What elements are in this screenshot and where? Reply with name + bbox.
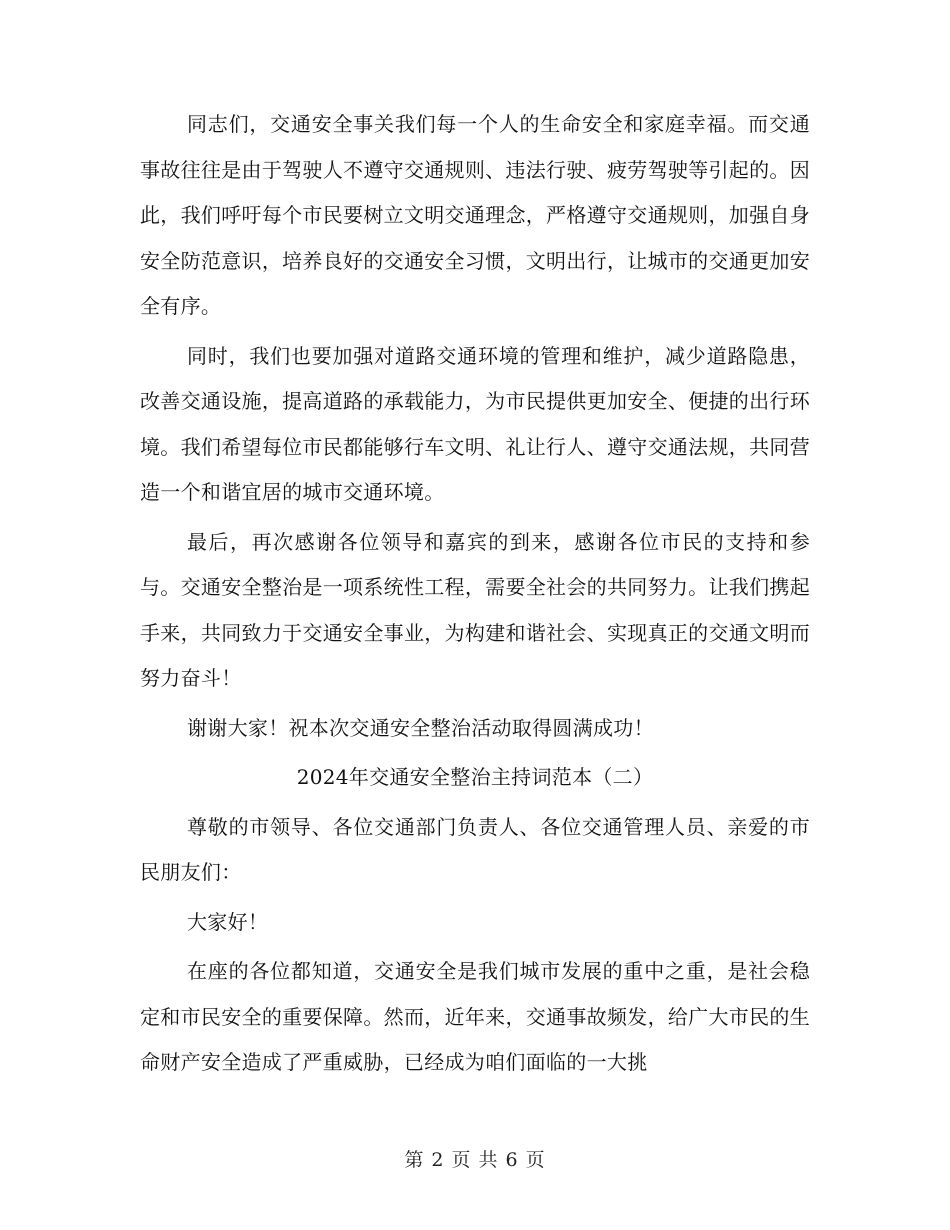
body-paragraph: 谢谢大家！祝本次交通安全整治活动取得圆满成功！ xyxy=(187,715,654,740)
body-paragraph: 最后，再次感谢各位领导和嘉宾的到来，感谢各位市民的支持和参与。交通安全整治是一项系统性工程，需要全社会的共同努力。让我们携起手来，共同致力于交通安全事业，为构建和谐社会、实现真正的交通文明而努力奋斗！ xyxy=(140,529,810,690)
body-paragraph: 同时，我们也要加强对道路交通环境的管理和维护，减少道路隐患，改善交通设施，提高道路的承载能力，为市民提供更加安全、便捷的出行环境。我们希望每位市民都能够行车文明、礼让行人、遵守交通法规，共同营造一个和谐宜居的城市交通环境。 xyxy=(140,343,810,504)
document-body xyxy=(140,102,810,1090)
body-paragraph: 在座的各位都知道，交通安全是我们城市发展的重中之重，是社会稳定和市民安全的重要保障。然而，近年来，交通事故频发，给广大市民的生命财产安全造成了严重威胁，已经成为咱们面临的一大挑 xyxy=(140,959,810,1074)
greeting-paragraph: 大家好！ xyxy=(187,909,269,934)
page-number-footer: 第 2 页 共 6 页 xyxy=(404,1149,546,1171)
salutation-paragraph: 尊敬的市领导、各位交通部门负责人、各位交通管理人员、亲爱的市民朋友们： xyxy=(140,814,810,884)
body-paragraph: 同志们，交通安全事关我们每一个人的生命安全和家庭幸福。而交通事故往往是由于驾驶人不遵守交通规则、违法行驶、疲劳驾驶等引起的。因此，我们呼吁每个市民要树立文明交通理念，严格遵守交通规则，加强自身安全防范意识，培养良好的交通安全习惯，文明出行，让城市的交通更加安全有序。 xyxy=(140,112,810,318)
section-heading: 2024年交通安全整治主持词范本（二） xyxy=(296,765,654,789)
